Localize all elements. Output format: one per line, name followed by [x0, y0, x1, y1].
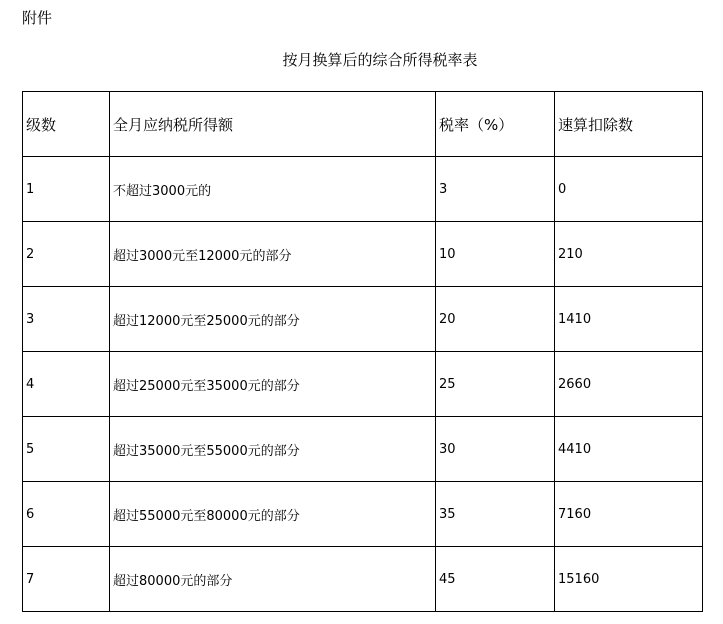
table-row — [23, 482, 703, 547]
cell-income-range: 超过3000元至12000元的部分 — [110, 222, 436, 287]
cell-quick-deduction: 210 — [555, 222, 703, 287]
cell-level: 4 — [23, 352, 110, 417]
cell-level: 1 — [23, 157, 110, 222]
cell-level: 3 — [23, 287, 110, 352]
cell-tax-rate: 20 — [436, 287, 555, 352]
cell-income-range: 超过80000元的部分 — [110, 547, 436, 612]
cell-level: 2 — [23, 222, 110, 287]
cell-quick-deduction: 15160 — [555, 547, 703, 612]
cell-income-range: 超过25000元至35000元的部分 — [110, 352, 436, 417]
cell-quick-deduction: 1410 — [555, 287, 703, 352]
header-tax-rate: 税率（%） — [436, 92, 555, 157]
table-row — [23, 417, 703, 482]
cell-income-range: 不超过3000元的 — [110, 157, 436, 222]
table-row — [23, 547, 703, 612]
attachment-label: 附件 — [22, 9, 53, 27]
cell-tax-rate: 45 — [436, 547, 555, 612]
cell-income-range: 超过55000元至80000元的部分 — [110, 482, 436, 547]
cell-tax-rate: 10 — [436, 222, 555, 287]
cell-tax-rate: 30 — [436, 417, 555, 482]
cell-quick-deduction: 0 — [555, 157, 703, 222]
page-title: 按月换算后的综合所得税率表 — [282, 51, 478, 69]
cell-income-range: 超过35000元至55000元的部分 — [110, 417, 436, 482]
table-row — [23, 287, 703, 352]
cell-tax-rate: 25 — [436, 352, 555, 417]
cell-level: 7 — [23, 547, 110, 612]
table-row — [23, 352, 703, 417]
table-row — [23, 157, 703, 222]
cell-quick-deduction: 7160 — [555, 482, 703, 547]
table-row — [23, 222, 703, 287]
cell-quick-deduction: 4410 — [555, 417, 703, 482]
table-header-row — [23, 92, 703, 157]
cell-tax-rate: 3 — [436, 157, 555, 222]
cell-tax-rate: 35 — [436, 482, 555, 547]
header-level: 级数 — [23, 92, 110, 157]
cell-income-range: 超过12000元至25000元的部分 — [110, 287, 436, 352]
cell-level: 5 — [23, 417, 110, 482]
tax-rate-table — [22, 91, 703, 612]
cell-level: 6 — [23, 482, 110, 547]
cell-quick-deduction: 2660 — [555, 352, 703, 417]
header-monthly-taxable-income: 全月应纳税所得额 — [110, 92, 436, 157]
header-quick-deduction: 速算扣除数 — [555, 92, 703, 157]
